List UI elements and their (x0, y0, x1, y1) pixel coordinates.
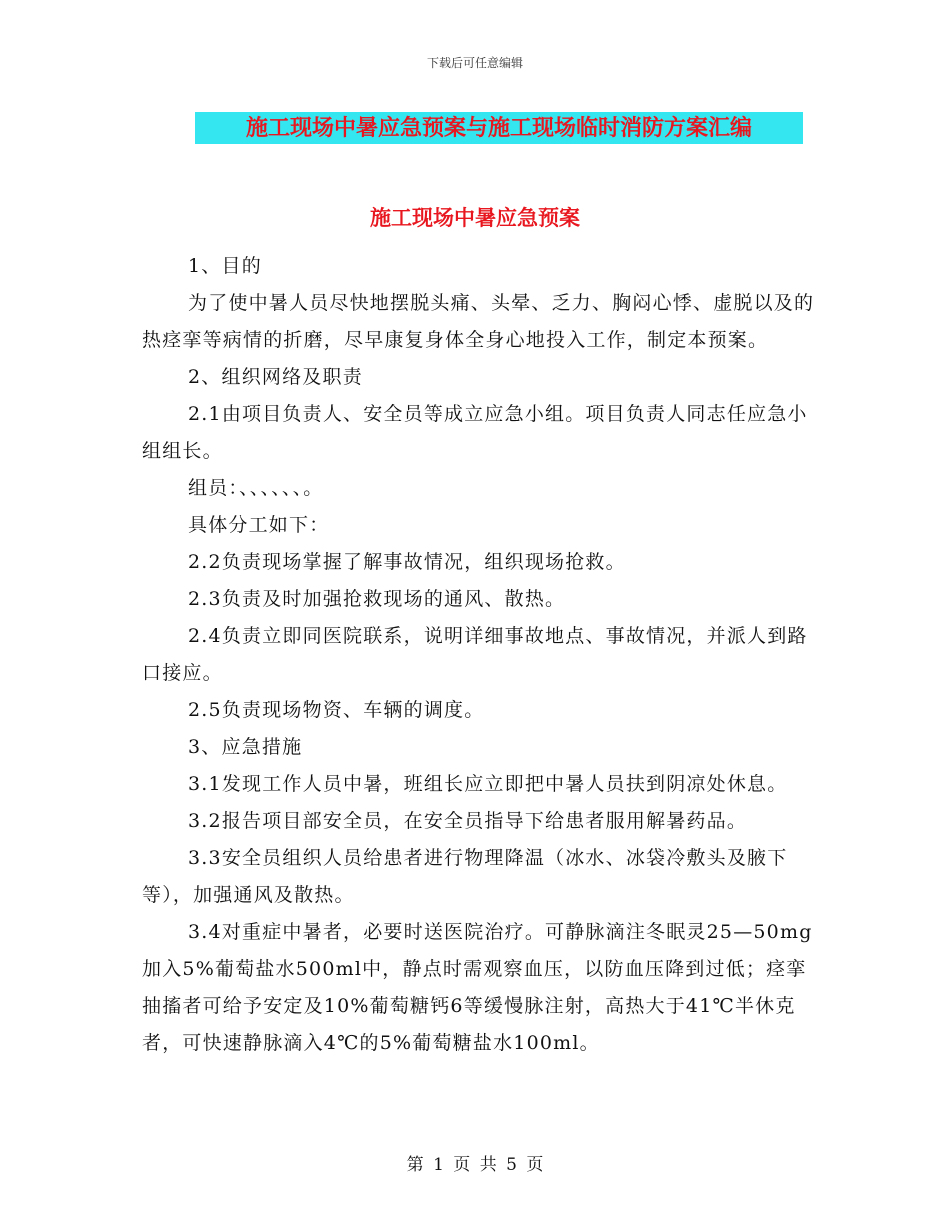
paragraph-division: 具体分工如下： (188, 514, 330, 536)
paragraph-2-2: 2.2负责现场掌握了解事故情况，组织现场抢救。 (188, 551, 626, 573)
paragraph-3-4: 3.4对重症中暑者，必要时送医院治疗。可静脉滴注冬眠灵25—50mg加入5%葡萄盐水500ml中，静点时需观察血压，以防血压降到过低；痉挛抽搐者可给予安定及10%葡萄糖钙6等缓慢脉注射，高热大于41℃半休克者，可快速静脉滴入4℃的5%葡萄糖盐水100ml。 (142, 921, 813, 1054)
heading-purpose: 1、目的 (188, 255, 262, 277)
heading-measures: 3、应急措施 (188, 736, 303, 758)
heading-organization: 2、组织网络及职责 (188, 366, 363, 388)
paragraph-3-1: 3.1发现工作人员中暑，班组长应立即把中暑人员扶到阴凉处休息。 (188, 773, 788, 795)
document-body (142, 248, 822, 1062)
document-title: 施工现场中暑应急预案与施工现场临时消防方案汇编 (195, 112, 803, 144)
paragraph-2-5: 2.5负责现场物资、车辆的调度。 (188, 699, 485, 721)
paragraph-3-3: 3.3安全员组织人员给患者进行物理降温（冰水、冰袋冷敷头及腋下等），加强通风及散热。 (142, 847, 788, 906)
header-note: 下载后可任意编辑 (426, 56, 523, 70)
paragraph-2-3: 2.3负责及时加强抢救现场的通风、散热。 (188, 588, 566, 610)
paragraph-2-1: 2.1由项目负责人、安全员等成立应急小组。项目负责人同志任应急小组组长。 (142, 403, 808, 462)
paragraph-purpose: 为了使中暑人员尽快地摆脱头痛、头晕、乏力、胸闷心悸、虚脱以及的热痉挛等病情的折磨，尽早康复身体全身心地投入工作，制定本预案。 (142, 292, 815, 351)
section-title: 施工现场中暑应急预案 (370, 205, 580, 230)
paragraph-members: 组员：、、、、、、。 (188, 477, 324, 499)
paragraph-2-4: 2.4负责立即同医院联系，说明详细事故地点、事故情况，并派人到路口接应。 (142, 625, 808, 684)
paragraph-3-2: 3.2报告项目部安全员，在安全员指导下给患者服用解暑药品。 (188, 810, 748, 832)
page-footer: 第 1 页 共 5 页 (406, 1155, 544, 1175)
